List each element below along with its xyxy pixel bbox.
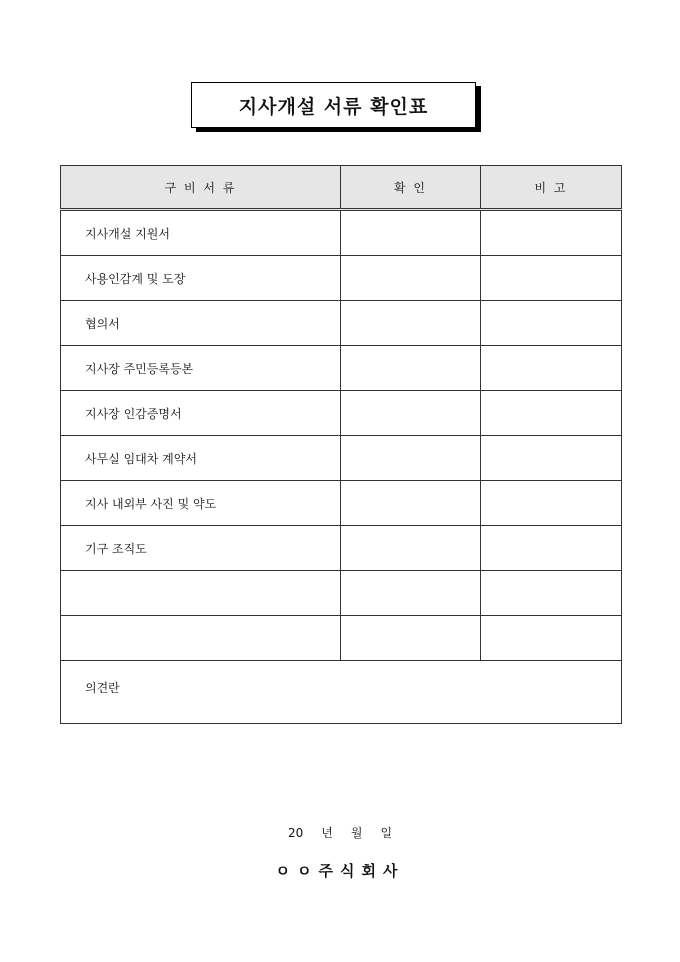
confirmation-cell[interactable] — [341, 436, 481, 481]
remarks-cell[interactable] — [481, 571, 622, 616]
document-name-cell: 지사개설 지원서 — [61, 210, 341, 256]
remarks-cell[interactable] — [481, 210, 622, 256]
table-row — [61, 526, 622, 571]
table-row — [61, 616, 622, 661]
document-checklist-table — [60, 165, 622, 724]
opinion-cell[interactable] — [61, 661, 622, 724]
remarks-cell[interactable] — [481, 526, 622, 571]
table-row — [61, 210, 622, 256]
document-title: 지사개설 서류 확인표 — [238, 95, 429, 118]
document-name-cell[interactable] — [61, 571, 341, 616]
confirmation-cell[interactable] — [341, 346, 481, 391]
remarks-cell[interactable] — [481, 256, 622, 301]
document-name-cell[interactable] — [61, 616, 341, 661]
confirmation-cell[interactable] — [341, 526, 481, 571]
table-row — [61, 436, 622, 481]
date-year: 20 — [287, 826, 304, 840]
date-day-unit: 일 — [380, 826, 393, 840]
confirmation-cell[interactable] — [341, 571, 481, 616]
opinion-row — [61, 661, 622, 724]
company-name: ㅇㅇ주식회사 — [275, 862, 405, 880]
confirmation-cell[interactable] — [341, 391, 481, 436]
confirmation-cell[interactable] — [341, 210, 481, 256]
document-name-cell: 지사장 주민등록등본 — [61, 346, 341, 391]
date-month-unit: 월 — [350, 826, 363, 840]
table-row — [61, 346, 622, 391]
confirmation-cell[interactable] — [341, 481, 481, 526]
remarks-cell[interactable] — [481, 301, 622, 346]
table-row — [61, 256, 622, 301]
date-line — [0, 824, 680, 841]
document-name-cell: 지사 내외부 사진 및 약도 — [61, 481, 341, 526]
document-name-cell: 지사장 인감증명서 — [61, 391, 341, 436]
date-year-unit: 년 — [321, 826, 333, 840]
table-row — [61, 571, 622, 616]
confirmation-cell[interactable] — [341, 616, 481, 661]
confirmation-cell[interactable] — [341, 301, 481, 346]
table-row — [61, 301, 622, 346]
header-remarks: 비 고 — [481, 166, 622, 210]
opinion-label: 의견란 — [85, 681, 120, 695]
document-name-cell: 기구 조직도 — [61, 526, 341, 571]
title-box — [191, 82, 476, 128]
table-header-row — [61, 166, 622, 210]
document-name-cell: 사무실 임대차 계약서 — [61, 436, 341, 481]
table-row — [61, 481, 622, 526]
document-name-cell: 사용인감계 및 도장 — [61, 256, 341, 301]
remarks-cell[interactable] — [481, 391, 622, 436]
document-name-cell: 협의서 — [61, 301, 341, 346]
remarks-cell[interactable] — [481, 616, 622, 661]
header-required-documents: 구 비 서 류 — [61, 166, 341, 210]
remarks-cell[interactable] — [481, 481, 622, 526]
header-confirmation: 확 인 — [341, 166, 481, 210]
confirmation-cell[interactable] — [341, 256, 481, 301]
remarks-cell[interactable] — [481, 346, 622, 391]
table-row — [61, 391, 622, 436]
remarks-cell[interactable] — [481, 436, 622, 481]
